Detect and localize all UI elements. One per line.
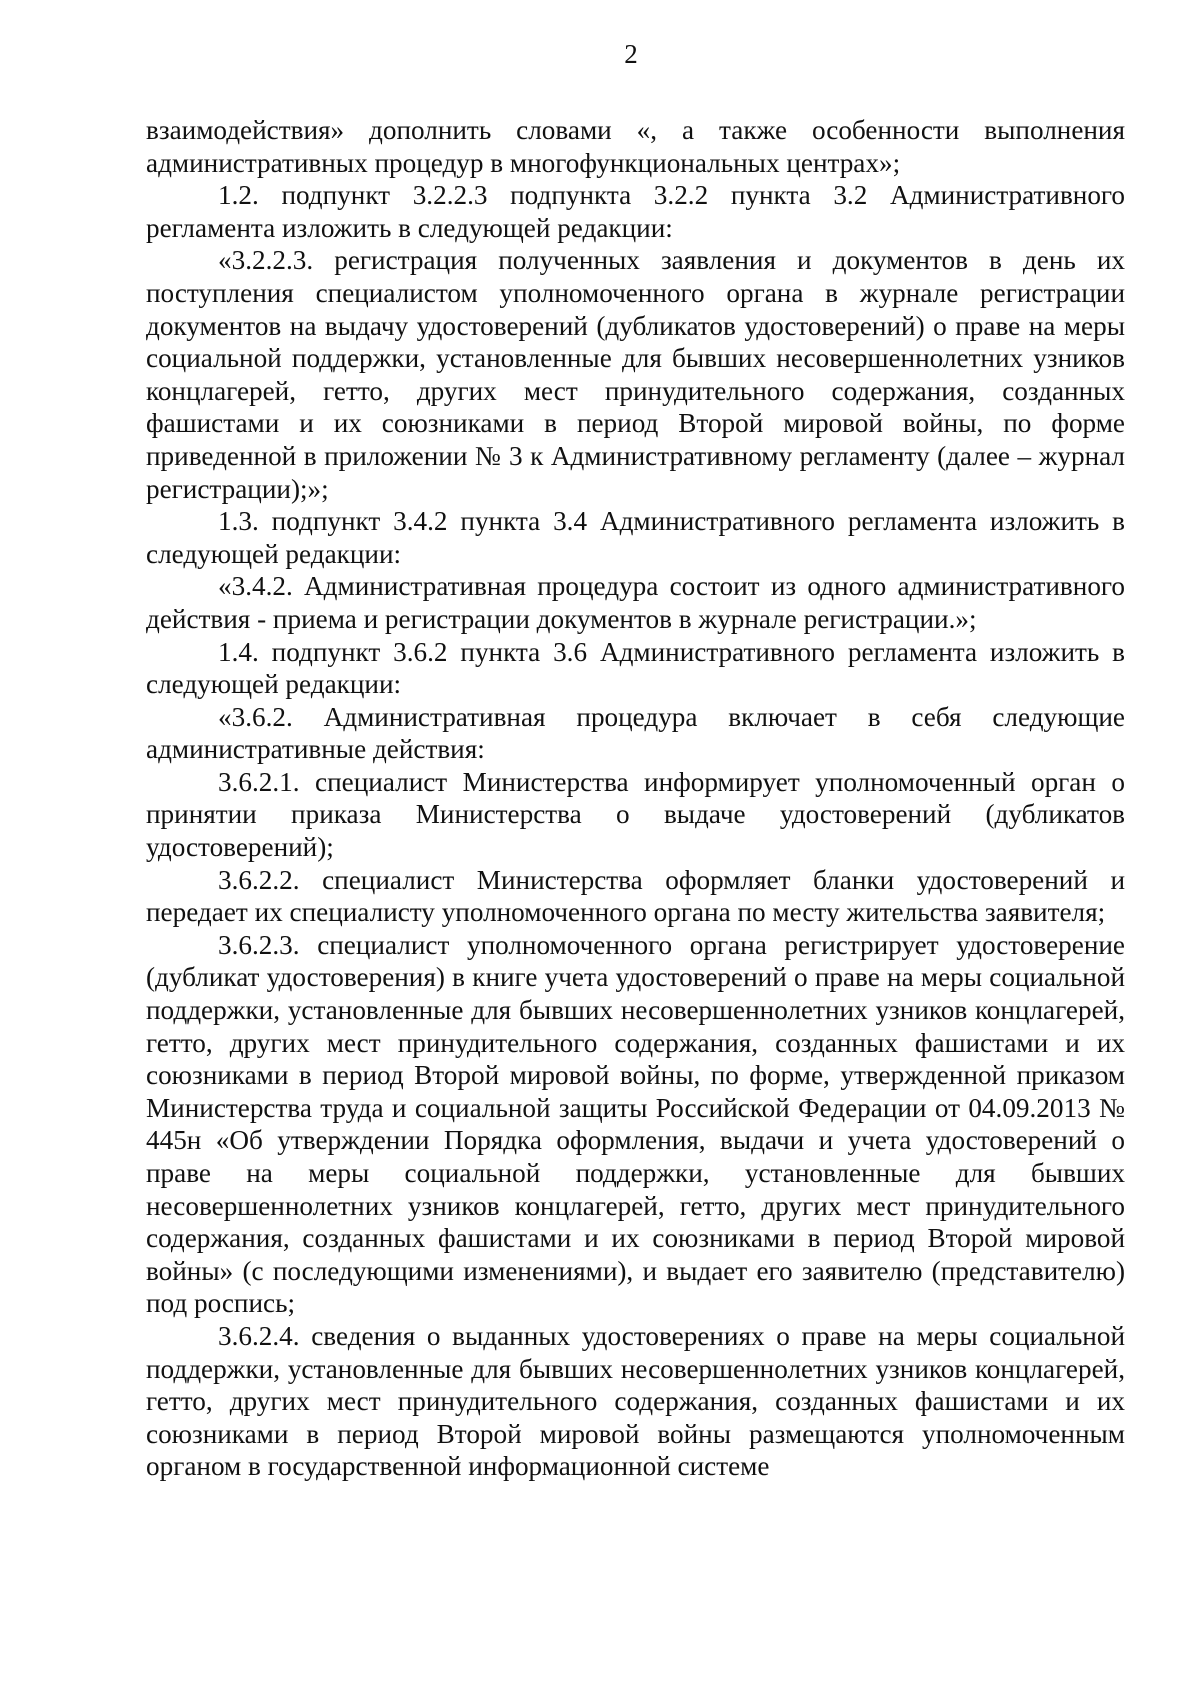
paragraph-3-6-2-1: 3.6.2.1. специалист Министерства информирует уполномоченный орган о принятии приказа Министерства о выдаче удостоверений (дубликатов удостоверений); — [146, 766, 1125, 863]
paragraph-3-6-2-2: 3.6.2.2. специалист Министерства оформляет бланки удостоверений и передает их специалисту уполномоченного органа по месту жительства заявителя; — [146, 864, 1125, 928]
document-body — [146, 114, 1125, 1483]
paragraph-3-6-2-3: 3.6.2.3. специалист уполномоченного органа регистрирует удостоверение (дубликат удостоверения) в книге учета удостоверений о праве на меры социальной поддержки, установленные для бывших несовершеннолетних узников концлагерей, гетто, других мест принудительного содержания, созданных фашистами и их союзниками в период Второй мировой войны, по форме, утвержденной приказом Министерства труда и социальной защиты Российской Федерации от 04.09.2013 № 445н «Об утверждении Порядка оформления, выдачи и учета удостоверений о праве на меры социальной поддержки, установленные для бывших несовершеннолетних узников концлагерей, гетто, других мест принудительного содержания, созданных фашистами и их союзниками в период Второй мировой войны» (с последующими изменениями), и выдает его заявителю (представителю) под роспись; — [146, 929, 1125, 1319]
paragraph-quote-3-2-2-3: «3.2.2.3. регистрация полученных заявления и документов в день их поступления специалистом уполномоченного органа в журнале регистрации документов на выдачу удостоверений (дубликатов удостоверений) о праве на меры социальной поддержки, установленные для бывших несовершеннолетних узников концлагерей, гетто, других мест принудительного содержания, созданных фашистами и их союзниками в период Второй мировой войны, по форме приведенной в приложении № 3 к Административному регламенту (далее – журнал регистрации);»; — [146, 245, 1125, 504]
page-number: 2 — [624, 39, 638, 69]
paragraph-item-1-2: 1.2. подпункт 3.2.2.3 подпункта 3.2.2 пункта 3.2 Административного регламента изложить в следующей редакции: — [146, 180, 1125, 243]
paragraph-continuation: взаимодействия» дополнить словами «, а также особенности выполнения административных процедур в многофункциональных центрах»; — [146, 115, 1125, 178]
paragraph-quote-3-4-2: «3.4.2. Административная процедура состоит из одного административного действия - приема и регистрации документов в журнале регистрации.»; — [146, 571, 1125, 634]
paragraph-item-1-4: 1.4. подпункт 3.6.2 пункта 3.6 Административного регламента изложить в следующей редакции: — [146, 636, 1125, 700]
paragraph-3-6-2-4: 3.6.2.4. сведения о выданных удостоверениях о праве на меры социальной поддержки, установленные для бывших несовершеннолетних узников концлагерей, гетто, других мест принудительного содержания, созданных фашистами и их союзниками в период Второй мировой войны размещаются уполномоченным органом в государственной информационной системе — [146, 1320, 1125, 1482]
paragraph-item-1-3: 1.3. подпункт 3.4.2 пункта 3.4 Административного регламента изложить в следующей редакции: — [146, 506, 1125, 569]
paragraph-quote-3-6-2: «3.6.2. Административная процедура включает в себя следующие административные действия: — [146, 701, 1125, 765]
